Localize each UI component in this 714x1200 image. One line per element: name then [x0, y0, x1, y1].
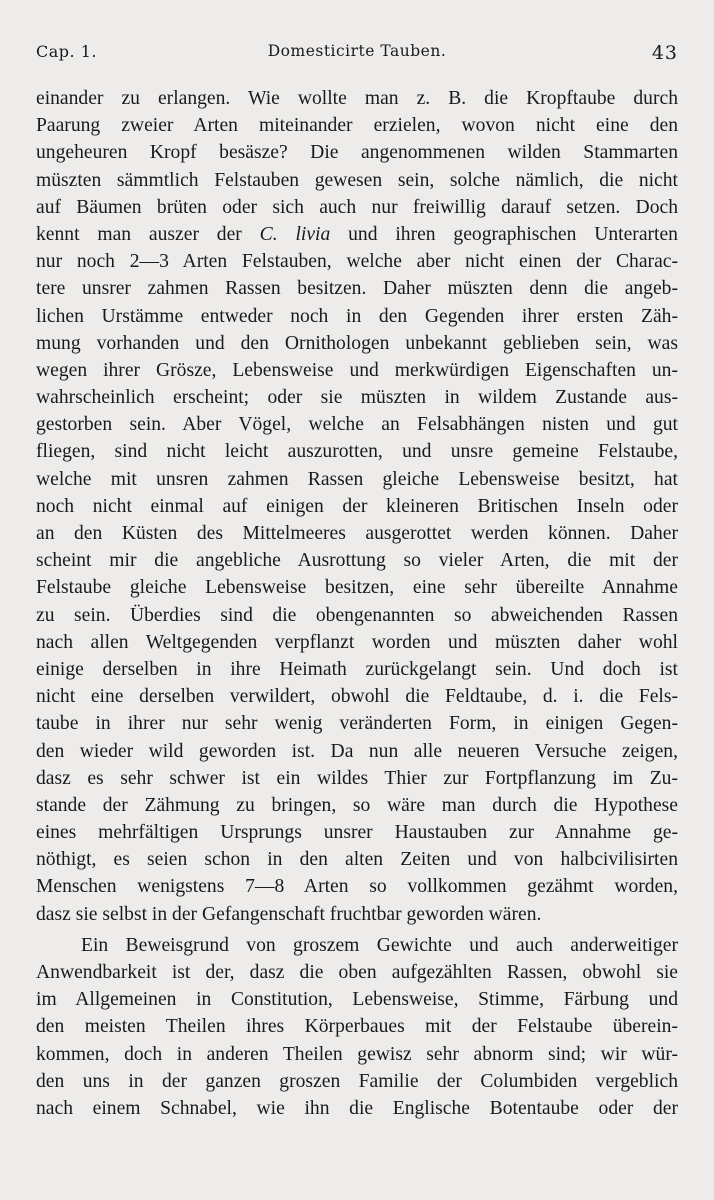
text-line: Menschen wenigstens 7—8 Arten so vollkommen gezähmt worden, — [36, 876, 678, 898]
text-line: nach einem Schnabel, wie ihn die Englische Botentaube oder der — [36, 1097, 678, 1119]
running-head — [36, 40, 678, 66]
text-line: stande der Zähmung zu bringen, so wäre man durch die Hypothese — [36, 794, 678, 816]
text-line: Ein Beweisgrund von groszem Gewichte und auch anderweitiger — [81, 934, 678, 956]
species-name-italic: C. livia — [259, 223, 331, 245]
text-line: den wieder wild geworden ist. Da nun alle neueren Versuche zeigen, — [36, 740, 678, 762]
text-line: Anwendbarkeit ist der, dasz die oben aufgezählten Rassen, obwohl sie — [36, 962, 678, 983]
text-line: lichen Urstämme entweder noch in den Gegenden ihrer ersten Zäh- — [36, 305, 678, 327]
text-line: dasz es sehr schwer ist ein wildes Thier zur Fortpflanzung im Zu- — [36, 767, 678, 789]
text-line: im Allgemeinen in Constitution, Lebensweise, Stimme, Färbung und — [36, 989, 678, 1011]
body-text — [36, 85, 678, 1122]
text-line: gestorben sein. Aber Vögel, welche an Felsabhängen nisten und gut — [36, 414, 678, 436]
paragraph-2 — [36, 932, 678, 1122]
text-line: den meisten Theilen ihres Körperbaues mit der Felstaube überein- — [36, 1016, 678, 1038]
text-line: zu sein. Überdies sind die obengenannten so abweichenden Rassen — [36, 604, 678, 626]
text-line: tere unsrer zahmen Rassen besitzen. Daher müszten denn die angeb- — [36, 278, 678, 300]
text-line: eines mehrfältigen Ursprungs unsrer Haustauben zur Annahme ge- — [36, 822, 678, 844]
text-line: müszten sämmtlich Felstauben gewesen sein, solche nämlich, die nicht — [36, 169, 678, 191]
chapter-label: Cap. 1. — [36, 42, 97, 61]
text-line: dasz sie selbst in der Gefangenschaft fruchtbar geworden wären. — [36, 903, 542, 925]
text-line: einige derselben in ihre Heimath zurückgelangt sein. Und doch ist — [36, 658, 678, 680]
text-line: nur noch 2—3 Arten Felstauben, welche aber nicht einen der Charac- — [36, 251, 678, 273]
text-line: einander zu erlangen. Wie wollte man z. B. die Kropftaube durch — [36, 88, 678, 109]
text-line: nach allen Weltgegenden verpflanzt worden und müszten daher wohl — [36, 631, 678, 653]
text-line: auf Bäumen brüten oder sich auch nur freiwillig darauf setzen. Doch — [36, 196, 678, 218]
running-title: Domesticirte Tauben. — [267, 42, 447, 60]
text-line: Felstaube gleiche Lebensweise besitzen, eine sehr übereilte Annahme — [36, 577, 678, 599]
text-line: noch nicht einmal auf einigen der kleineren Britischen Inseln oder — [36, 495, 678, 517]
text-line: wahrscheinlich erscheint; oder sie müszten in wildem Zustande aus- — [36, 387, 678, 409]
text-line: nöthigt, es seien schon in den alten Zeiten und von halbcivilisirten — [36, 849, 678, 871]
paragraph-1 — [36, 85, 678, 928]
text-line: taube in ihrer nur sehr wenig veränderten Form, in einigen Gegen- — [36, 713, 678, 735]
text-line: Paarung zweier Arten miteinander erzielen, wovon nicht eine den — [36, 115, 678, 137]
text-line: kommen, doch in anderen Theilen gewisz sehr abnorm sind; wir wür- — [36, 1043, 678, 1065]
text-line: fliegen, sind nicht leicht auszurotten, und unsre gemeine Felstaube, — [36, 441, 678, 463]
text-line: nicht eine derselben verwildert, obwohl die Feldtaube, d. i. die Fels- — [36, 686, 678, 708]
text-line: wegen ihrer Grösze, Lebensweise und merkwürdigen Eigenschaften un- — [36, 359, 678, 381]
text-line: welche mit unsren zahmen Rassen gleiche Lebensweise besitzt, hat — [36, 468, 678, 490]
text-line: mung vorhanden und den Ornithologen unbekannt geblieben sein, was — [36, 332, 678, 354]
text-line: den uns in der ganzen groszen Familie der Columbiden vergeblich — [36, 1070, 678, 1092]
text-line: ungeheuren Kropf besäsze? Die angenommenen wilden Stammarten — [36, 142, 678, 164]
page-number: 43 — [651, 42, 678, 64]
text-line: scheint mir die angebliche Ausrottung so vieler Arten, die mit der — [36, 550, 678, 572]
text-line: kennt man auszer der C. livia und ihren geographischen Unterarten — [36, 223, 678, 245]
text-line: an den Küsten des Mittelmeeres ausgerottet werden können. Daher — [36, 523, 678, 544]
